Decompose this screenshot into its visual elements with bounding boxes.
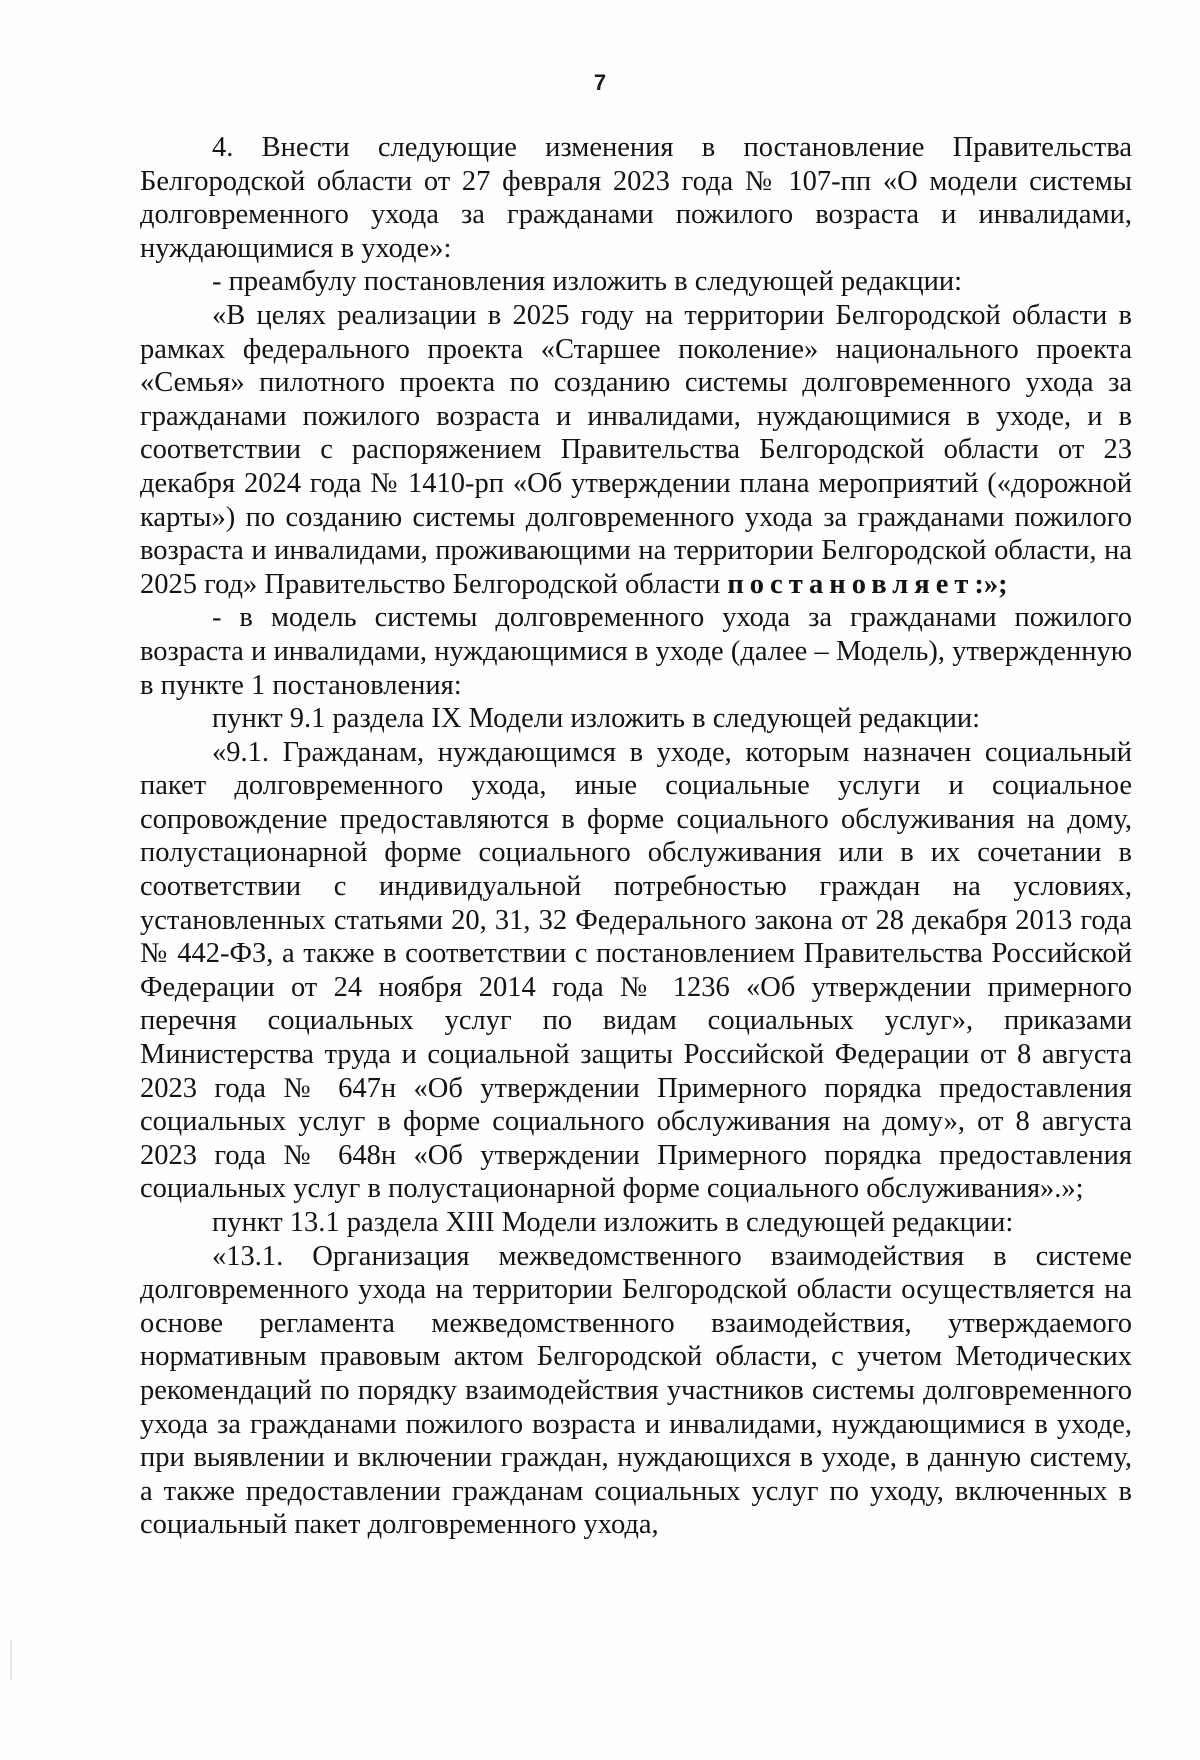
paragraph-preamble-text xyxy=(140,299,1132,601)
document-body xyxy=(140,131,1132,1542)
resolves-spaced-word: постановляет xyxy=(727,568,975,600)
paragraph-clause-13-1-instruction: пункт 13.1 раздела XIII Модели изложить в следующей редакции: xyxy=(212,1207,1014,1238)
paragraph-model-amendment: - в модель системы долговременного ухода за гражданами пожилого возраста и инвалидами, нуждающимися в уходе (далее – Модель), утвержденную в пункте 1 постановления: xyxy=(140,602,1132,701)
scan-artifact xyxy=(10,1640,12,1680)
paragraph-amendment-intro: 4. Внести следующие изменения в постановление Правительства Белгородской области от 27 февраля 2023 года № 107-пп «О модели системы долговременного ухода за гражданами пожилого возраста и инвалидами, нуждающимися в уходе»: xyxy=(140,132,1132,264)
paragraph-clause-9-1-text: «9.1. Гражданам, нуждающимся в уходе, которым назначен социальный пакет долговременного ухода, иные социальные услуги и социальное сопровождение предоставляются в форме социального обслуживания на дому, полустационарной форме социального обслуживания или в их сочетании в соответствии с индивидуальной потребностью граждан на условиях, установленных статьями 20, 31, 32 Федерального закона от 28 декабря 2013 года № 442-ФЗ, а также в соответствии с постановлением Правительства Российской Федерации от 24 ноября 2014 года № 1236 «Об утверждении примерного перечня социальных услуг по видам социальных услуг», приказами Министерства труда и социальной защиты Российской Федерации от 8 августа 2023 года № 647н «Об утверждении Примерного порядка предоставления социальных услуг в форме социального обслуживания на дому», от 8 августа 2023 года № 648н «Об утверждении Примерного порядка предоставления социальных услуг в полустационарной форме социального обслуживания».»; xyxy=(140,736,1132,1205)
paragraph-clause-13-1-text: «13.1. Организация межведомственного взаимодействия в системе долговременного ухода на территории Белгородской области осуществляется на основе регламента межведомственного взаимодействия, утверждаемого нормативным правовым актом Белгородской области, с учетом Методических рекомендаций по порядку взаимодействия участников системы долговременного ухода за гражданами пожилого возраста и инвалидами, нуждающимися в уходе, при выявлении и включении граждан, нуждающихся в уходе, в данную систему, а также предоставлении гражданам социальных услуг по уходу, включенных в социальный пакет долговременного ухода, xyxy=(140,1240,1132,1541)
preamble-ending: :»; xyxy=(974,568,1008,600)
paragraph-preamble-instruction: - преамбулу постановления изложить в следующей редакции: xyxy=(212,266,963,298)
preamble-text: «В целях реализации в 2025 году на территории Белгородской области в рамках федерального проекта «Старшее поколение» национального проекта «Семья» пилотного проекта по созданию системы долговременного ухода за гражданами пожилого возраста и инвалидами, нуждающимися в уходе, и в соответствии с распоряжением Правительства Белгородской области от 23 декабря 2024 года № 1410-рп «Об утверждении плана мероприятий («дорожной карты») по созданию системы долговременного ухода за гражданами пожилого возраста и инвалидами, проживающими на территории Белгородской области, на 2025 год» Правительство Белгородской области xyxy=(140,299,1132,600)
page-number: 7 xyxy=(593,70,607,95)
paragraph-clause-9-1-instruction: пункт 9.1 раздела IX Модели изложить в следующей редакции: xyxy=(212,703,981,735)
